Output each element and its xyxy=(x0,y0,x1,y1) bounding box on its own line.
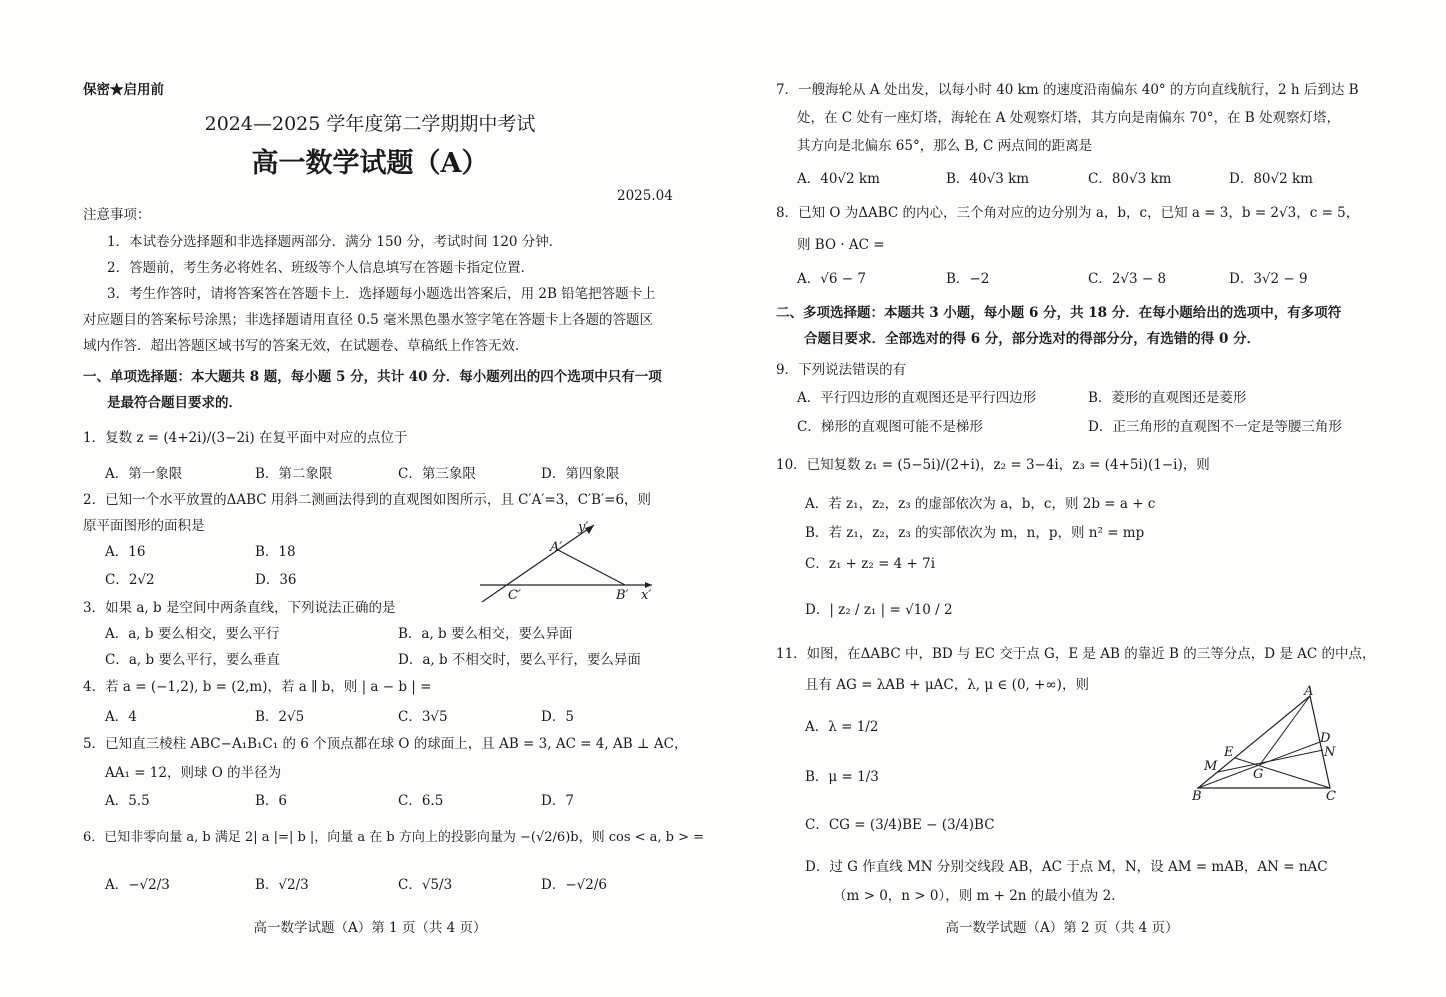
q10-option-c: C．z₁ + z₂ = 4 + 7i xyxy=(805,556,936,572)
confidential-label: 保密★启用前 xyxy=(83,82,164,98)
q11-option-c: C．CG = (3/4)BE − (3/4)BC xyxy=(805,817,995,833)
q10-option-d: D．| z₂ / z₁ | = √10 / 2 xyxy=(805,602,953,618)
question-1: 1．复数 z = (4+2i)/(3−2i) 在复平面中对应的点位于 xyxy=(83,430,408,446)
q8-option-a: A．√6 − 7 xyxy=(797,271,866,287)
question-11: 11．如图，在ΔABC 中，BD 与 EC 交于点 G，E 是 AB 的靠近 B 的三等分点，D 是 AC 的中点， xyxy=(776,646,1376,662)
label-point-e: E xyxy=(1224,745,1234,760)
q9-option-b: B．菱形的直观图还是菱形 xyxy=(1088,390,1247,406)
y-axis-line xyxy=(482,525,594,602)
q5-option-c: C．6.5 xyxy=(398,793,444,809)
triangle-abc xyxy=(1198,696,1330,788)
segment-a-b xyxy=(558,550,625,585)
q10-option-b: B．若 z₁，z₂，z₃ 的实部依次为 m，n，p，则 n² = mp xyxy=(805,525,1145,541)
q5-option-d: D．7 xyxy=(541,793,574,809)
q6-option-c: C．√5/3 xyxy=(398,877,453,893)
exam-title: 2024—2025 学年度第二学期期中考试 xyxy=(204,113,536,135)
q7-option-a: A．40√2 km xyxy=(797,171,880,187)
notice-item-1: 1．本试卷分选择题和非选择题两部分．满分 150 分，考试时间 120 分钟． xyxy=(107,234,563,250)
q6-option-d: D．−√2/6 xyxy=(541,877,607,893)
label-y-axis: y′ xyxy=(578,520,589,535)
q4-option-b: B．2√5 xyxy=(255,709,305,725)
question-6: 6．已知非零向量 a, b 满足 2| a |=| b |，向量 a 在 b 方向上的投影向量为 −(√2/6)b，则 cos < a, b > = xyxy=(83,830,705,845)
segment-ec xyxy=(1235,758,1330,788)
question-3: 3．如果 a, b 是空间中两条直线，下列说法正确的是 xyxy=(83,600,396,616)
label-x-axis: x′ xyxy=(641,588,652,603)
label-point-b: B xyxy=(1192,789,1202,804)
label-point-n: N xyxy=(1324,745,1336,760)
q8-option-d: D．3√2 − 9 xyxy=(1229,271,1308,287)
label-point-c: C xyxy=(1326,789,1336,804)
question-9: 9．下列说法错误的有 xyxy=(776,362,907,378)
label-point-a: A′ xyxy=(550,540,563,555)
label-point-g: G xyxy=(1253,767,1264,782)
q5-option-a: A．5.5 xyxy=(105,793,150,809)
q3-option-c: C．a, b 要么平行，要么垂直 xyxy=(105,652,280,668)
page-1-footer: 高一数学试题（A）第 1 页（共 4 页） xyxy=(253,920,487,936)
q8-option-c: C．2√3 − 8 xyxy=(1088,271,1167,287)
label-point-b: B′ xyxy=(616,588,629,603)
question-10: 10．已知复数 z₁ = (5−5i)/(2+i)，z₂ = 3−4i，z₃ = (4+5i)(1−i)，则 xyxy=(776,457,1210,473)
q2-option-a: A．16 xyxy=(105,544,146,560)
question-8-cont: 则 BO · AC = xyxy=(797,237,885,253)
triangle-figure xyxy=(1180,684,1350,806)
exam-date: 2025.04 xyxy=(617,188,673,204)
label-point-a: A xyxy=(1304,684,1314,699)
oblique-projection-figure xyxy=(470,515,665,605)
q9-option-d: D．正三角形的直观图不一定是等腰三角形 xyxy=(1088,419,1342,435)
section-1-heading: 一、单项选择题：本大题共 8 题，每小题 5 分，共计 40 分．每小题列出的四个选项中只有一项是最符合题目要求的． xyxy=(83,369,662,411)
q6-option-b: B．√2/3 xyxy=(255,877,309,893)
q1-option-d: D．第四象限 xyxy=(541,466,620,482)
q9-option-a: A．平行四边形的直观图还是平行四边形 xyxy=(797,390,1037,406)
q1-option-a: A．第一象限 xyxy=(105,466,183,482)
question-8: 8．已知 O 为ΔABC 的内心，三个角对应的边分别为 a，b，c，已知 a = 3，b = 2√3，c = 5， xyxy=(776,205,1360,221)
q2-option-b: B．18 xyxy=(255,544,296,560)
q4-option-c: C．3√5 xyxy=(398,709,448,725)
q9-option-c: C．梯形的直观图可能不是梯形 xyxy=(797,419,983,435)
question-7-cont-1: 处，在 C 处有一座灯塔，海轮在 A 处观察灯塔，其方向是南偏东 70°，在 B 处观察灯塔， xyxy=(797,110,1340,126)
question-11-cont: 且有 AG = λAB + μAC，λ, μ ∈ (0, +∞)，则 xyxy=(805,677,1089,693)
q7-option-c: C．80√3 km xyxy=(1088,171,1172,187)
q10-option-a: A．若 z₁，z₂，z₃ 的虚部依次为 a，b，c，则 2b = a + c xyxy=(805,496,1156,512)
q7-option-b: B．40√3 km xyxy=(946,171,1030,187)
question-5: 5．已知直三棱柱 ABC−A₁B₁C₁ 的 6 个顶点都在球 O 的球面上，且 AB = 3, AC = 4, AB ⊥ AC， xyxy=(83,736,688,752)
notice-item-2: 2．答题前，考生务必将姓名、班级等个人信息填写在答题卡指定位置． xyxy=(107,260,535,276)
notice-item-3: 3．考生作答时，请将答案答在答题卡上．选择题每小题选出答案后，用 2B 铅笔把答题卡上对应题目的答案标号涂黑；非选择题请用直径 0.5 毫米黑色墨水签字笔在答题卡上各题的答题区域内作答．超出答题区域书写的答案无效，在试题卷、草稿纸上作答无效． xyxy=(83,286,656,354)
q3-option-b: B．a, b 要么相交，要么异面 xyxy=(398,626,573,642)
page-2-footer: 高一数学试题（A）第 2 页（共 4 页） xyxy=(945,920,1179,936)
question-2-cont: 原平面图形的面积是 xyxy=(83,518,205,534)
question-7-cont-2: 其方向是北偏东 65°，那么 B, C 两点间的距离是 xyxy=(797,138,1093,154)
q6-option-a: A．−√2/3 xyxy=(105,877,170,893)
q11-option-b: B．μ = 1/3 xyxy=(805,769,879,785)
q11-option-d: D．过 G 作直线 MN 分别交线段 AB，AC 于点 M，N，设 AM = mAB，AN = nAC xyxy=(805,859,1328,875)
question-2: 2．已知一个水平放置的ΔABC 用斜二测画法得到的直观图如图所示，且 C′A′=3，C′B′=6，则 xyxy=(83,492,652,508)
section-2-heading: 二、多项选择题：本题共 3 小题，每小题 6 分，共 18 分．在每小题给出的选项中，有多项符合题目要求．全部选对的得 6 分，部分选对的得部分分，有选错的得 0 分． xyxy=(776,305,1342,347)
subject-title: 高一数学试题（A） xyxy=(251,148,489,179)
q2-option-d: D．36 xyxy=(255,572,297,588)
notice-heading: 注意事项： xyxy=(83,207,151,223)
q1-option-c: C．第三象限 xyxy=(398,466,476,482)
question-4: 4．若 a = (−1,2), b = (2,m)，若 a ∥ b，则 | a − b | = xyxy=(83,679,432,695)
label-point-m: M xyxy=(1204,759,1218,774)
label-point-d: D xyxy=(1320,731,1331,746)
q2-option-c: C．2√2 xyxy=(105,572,155,588)
question-5-cont: AA₁ = 12，则球 O 的半径为 xyxy=(105,765,282,781)
q11-option-d-cont: （m > 0，n > 0），则 m + 2n 的最小值为 2. xyxy=(833,888,1116,904)
question-7: 7．一艘海轮从 A 处出发，以每小时 40 km 的速度沿南偏东 40° 的方向直线航行，2 h 后到达 B xyxy=(776,82,1359,98)
q5-option-b: B．6 xyxy=(255,793,288,809)
q4-option-d: D．5 xyxy=(541,709,574,725)
q7-option-d: D．80√2 km xyxy=(1229,171,1313,187)
q3-option-d: D．a, b 不相交时，要么平行，要么异面 xyxy=(398,652,641,668)
label-point-c: C′ xyxy=(508,588,521,603)
q3-option-a: A．a, b 要么相交，要么平行 xyxy=(105,626,280,642)
q11-option-a: A．λ = 1/2 xyxy=(805,719,879,735)
q4-option-a: A．4 xyxy=(105,709,137,725)
q1-option-b: B．第二象限 xyxy=(255,466,333,482)
q8-option-b: B．−2 xyxy=(946,271,990,287)
